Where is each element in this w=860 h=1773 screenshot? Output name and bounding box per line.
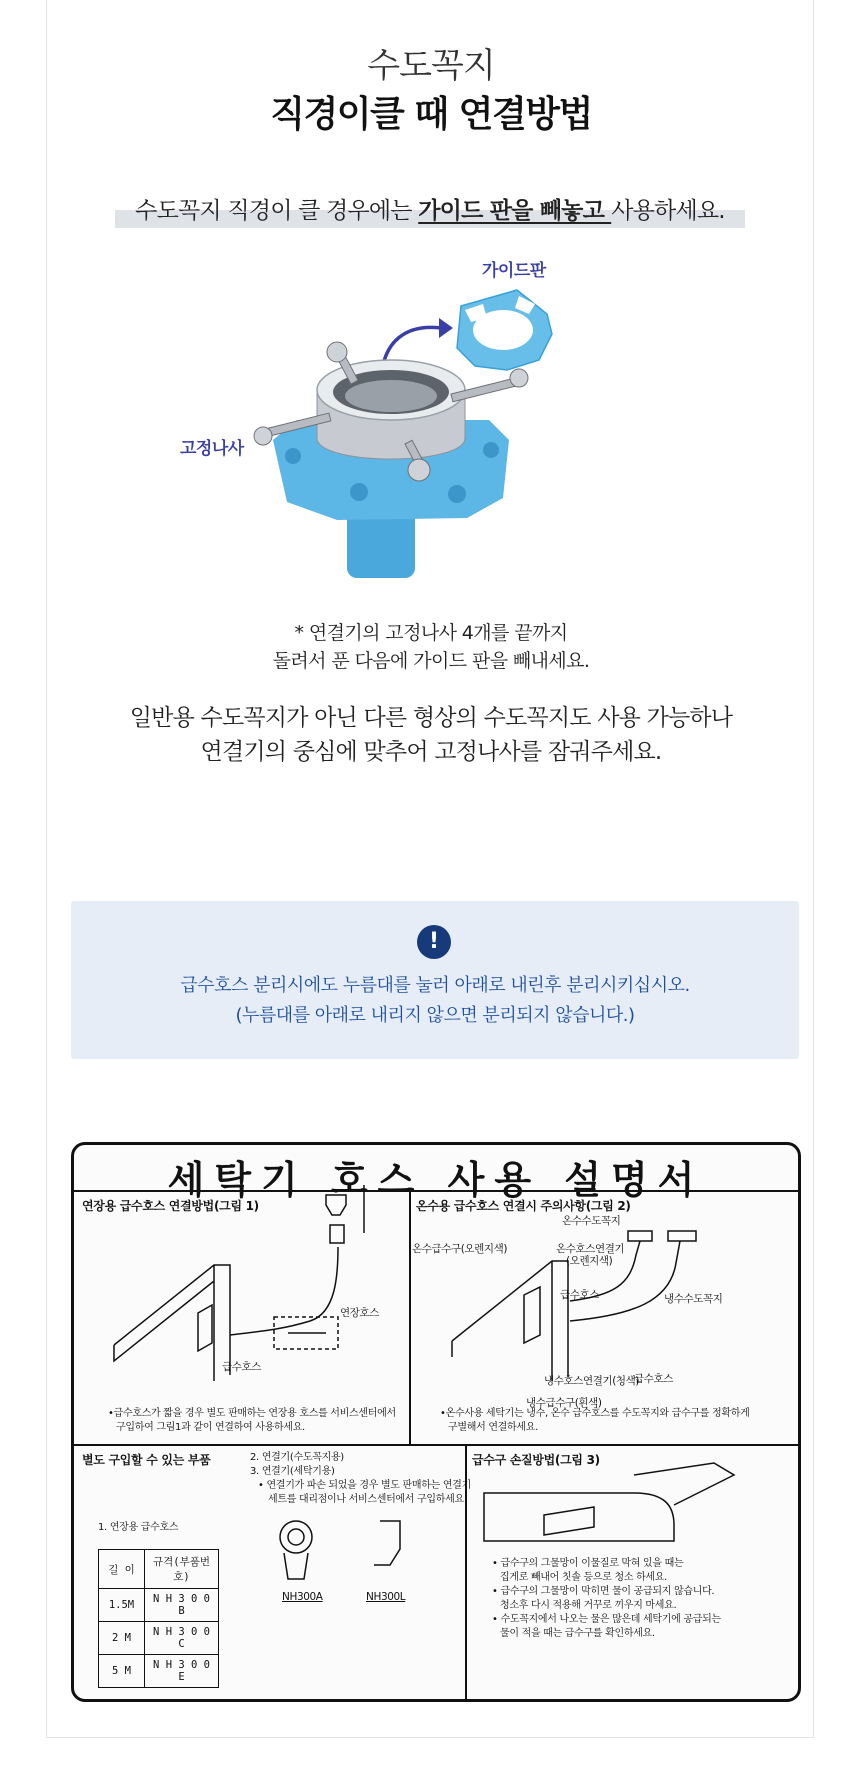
heading-line2: 직경이클 때 연결방법: [270, 94, 592, 135]
connector-illustration: [47, 261, 815, 670]
note-line1: * 연결기의 고정나사 4개를 끝까지: [294, 622, 568, 644]
heading-line1: 수도꼭지: [367, 46, 495, 86]
table-cell: 1.5M: [99, 1589, 145, 1622]
section1-note-line2: 구입하여 그림1과 같이 연결하여 사용하세요.: [116, 1422, 305, 1433]
part-nh300l-label: NH300L: [366, 1591, 406, 1603]
section2-cold-connector-label: 냉수호스연결기(청색): [544, 1375, 640, 1387]
content-frame: [46, 0, 814, 1738]
exclamation-icon: !: [417, 925, 451, 959]
section2-hot-tap-label: 온수수도꼭지: [562, 1215, 621, 1227]
section3-item2: 2. 연결기(수도꼭지용): [250, 1452, 344, 1463]
table-row: [99, 1655, 219, 1688]
notice-line2: (누름대를 아래로 내리지 않으면 분리되지 않습니다.): [235, 1005, 635, 1026]
section2-cold-inlet-label: 냉수급수구(흰색): [526, 1397, 602, 1409]
part-nh300a-label: NH300A: [282, 1591, 323, 1603]
section4-note-line3: • 급수구의 그물망이 막히면 물이 공급되지 않습니다.: [492, 1586, 715, 1597]
table-header-row: [99, 1550, 219, 1589]
section2-hot-connector-color: (오렌지색): [566, 1255, 613, 1267]
notice-box: [71, 901, 799, 1059]
section4-note-line2: 집게로 빼내어 칫솔 등으로 청소 하세요.: [500, 1572, 668, 1583]
table-cell: 2 M: [99, 1622, 145, 1655]
section2-note-line1: •온수사용 세탁기는 냉수, 온수 급수호스를 수도꼭지와 급수구를 정확하게: [440, 1408, 750, 1419]
fixing-screw-label: 고정나사: [180, 439, 244, 459]
metal-ring-icon: [317, 360, 465, 459]
table-cell: N H 3 0 0 E: [145, 1655, 219, 1688]
section4-heading: 급수구 손질방법(그림 3): [472, 1453, 600, 1467]
section1-supply-hose-label: 급수호스: [222, 1361, 261, 1373]
hose-manual-sheet: [71, 1142, 801, 1702]
highlight-sentence: [115, 188, 745, 228]
notice-line1: 급수호스 분리시에도 누름대를 눌러 아래로 내린후 분리시키십시오.: [180, 975, 690, 996]
guide-plate-icon: [457, 290, 552, 370]
guide-plate-label: 가이드판: [482, 261, 546, 281]
manual-title: 세탁기 호스 사용 설명서: [167, 1157, 705, 1202]
section2-cold-tap-label: 냉수수도꼭지: [664, 1293, 723, 1305]
highlight-before: 수도꼭지 직경이 클 경우에는: [135, 198, 419, 224]
section3-item1: 1. 연장용 급수호스: [98, 1522, 179, 1533]
highlight-after: 사용하세요.: [611, 198, 725, 224]
spec-table: [98, 1549, 219, 1688]
section2-hot-inlet-label: 온수급수구(오렌지색): [412, 1243, 508, 1255]
section1-heading: 연장용 급수호스 연결방법(그림 1): [82, 1199, 259, 1213]
section4-note-line1: • 급수구의 그물망이 이물질로 막혀 있을 때는: [492, 1558, 684, 1569]
section2-note-line2: 구별해서 연결하세요.: [448, 1422, 538, 1433]
table-header-cell: 규격(부품번호): [145, 1550, 219, 1589]
table-cell: 5 M: [99, 1655, 145, 1688]
section2-supply-hose-label: 급수호스: [560, 1289, 599, 1301]
paragraph-line2: 연결기의 중심에 맞추어 고정나사를 잠궈주세요.: [200, 739, 662, 765]
table-cell: N H 3 0 0 C: [145, 1622, 219, 1655]
section2-hot-connector-label: 온수호스연결기: [556, 1243, 625, 1255]
highlight-text: [115, 192, 745, 225]
paragraph-line1: 일반용 수도꼭지가 아닌 다른 형상의 수도꼭지도 사용 가능하나: [129, 705, 733, 731]
table-row: [99, 1589, 219, 1622]
section2-heading: 온수용 급수호스 연결시 주의사항(그림 2): [416, 1199, 631, 1213]
section1-note-line1: •급수호스가 짧을 경우 별도 판매하는 연장용 호스를 서비스센터에서: [108, 1408, 396, 1419]
section3-item3: 3. 연결기(세탁기용): [250, 1466, 335, 1477]
connector-drawing: [47, 270, 815, 670]
section4-note-line6: 물이 적을 때는 급수구를 확인하세요.: [500, 1628, 655, 1639]
note-line2: 돌려서 푼 다음에 가이드 판을 빼내세요.: [272, 650, 590, 672]
section2-supply-hose2-label: 급수호스: [634, 1373, 673, 1385]
section3-item-note1: • 연결기가 파손 되었을 경우 별도 판매하는 연결기: [258, 1480, 471, 1491]
section4-note-line4: 청소후 다시 적용해 거꾸로 끼우지 마세요.: [500, 1600, 677, 1611]
section3-heading: 별도 구입할 수 있는 부품: [82, 1453, 211, 1467]
section1-ext-hose-label: 연장호스: [340, 1307, 379, 1319]
section3-item-note2: 세트를 대리점이나 서비스센터에서 구입하세요.: [268, 1494, 467, 1505]
table-row: [99, 1622, 219, 1655]
section4-note-line5: • 수도꼭지에서 나오는 물은 많은데 세탁기에 공급되는: [492, 1614, 721, 1625]
table-header-cell: 길 이: [99, 1550, 145, 1589]
highlight-bold: 가이드 판을 빼놓고: [418, 198, 612, 224]
table-cell: N H 3 0 0 B: [145, 1589, 219, 1622]
